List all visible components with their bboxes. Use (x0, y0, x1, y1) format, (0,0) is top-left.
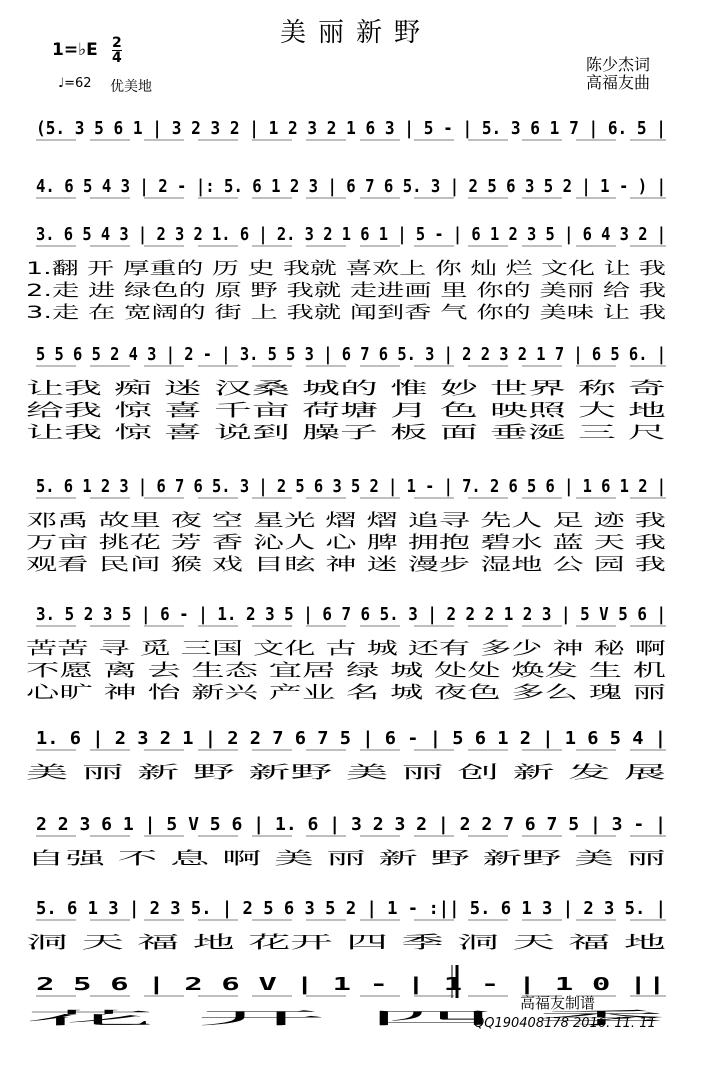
notation-line: 5. 6 1 3 | 2 3 5. | 2 5 6 3 5 2 | 1 - :|| 5. 6 1 3 | 2 3 5. | (36, 898, 666, 919)
lyric-line: 美 丽 新 野 新野 美 丽 创 新 发 展 (26, 763, 666, 783)
lyric-line: 自强 不 息 啊 美 丽 新 野 新野 美 丽 (26, 849, 666, 869)
lyric-line: 3.走 在 宽阔的 街 上 我就 闻到香 气 你的 美味 让 我 (26, 303, 666, 323)
notation-line: 3. 6 5 4 3 | 2 3 2 1. 6 | 2. 3 2 1 6 1 | 5 - | 6 1 2 3 5 | 6 4 3 2 | (36, 224, 666, 245)
lyricist-credit: 陈少杰词 (586, 55, 651, 74)
lyric-line: 让我 痴 迷 汉桑 城的 惟 妙 世界 称 奇 (26, 379, 666, 399)
notation-line: (5. 3 5 6 1 | 3 2 3 2 | 1 2 3 2 1 6 3 | 5 - | 5. 3 6 1 7 | 6. 5 | (36, 118, 666, 139)
notation-line: 4. 6 5 4 3 | 2 - |: 5. 6 1 2 3 | 6 7 6 5. 3 | 2 5 6 3 5 2 | 1 - ) | (36, 176, 666, 197)
notation-line: 5 5 6 5 2 4 3 | 2 - | 3. 5 5 3 | 6 7 6 5. 3 | 2 2 3 2 1 7 | 6 5 6. | (36, 344, 666, 365)
lyric-line: 花 开 四 季 (26, 1009, 666, 1029)
expression-mark: 优美地 (110, 79, 152, 95)
notation-line: 2 2 3 6 1 | 5 V 5 6 | 1. 6 | 3 2 3 2 | 2 2 7 6 7 5 | 3 - | (36, 814, 666, 835)
lyric-line: 1.翻 开 厚重的 历 史 我就 喜欢上 你 灿 烂 文化 让 我 (26, 259, 666, 279)
notation-line: 5. 6 1 2 3 | 6 7 6 5. 3 | 2 5 6 3 5 2 | 1 - | 7. 2 6 5 6 | 1 6 1 2 | (36, 476, 666, 497)
lyric-line: 邓禹 故里 夜 空 星光 熠 熠 追寻 先人 足 迹 我 (26, 511, 666, 531)
lyric-line: 万亩 挑花 芳 香 沁人 心 脾 拥抱 碧水 蓝 天 我 (26, 533, 375, 553)
tempo-mark: ♩=62 (58, 76, 92, 91)
lyric-line: 2.走 进 绿色的 原 野 我就 走进画 里 你的 美丽 给 我 (26, 281, 666, 301)
notation-line: 2 5 6 | 2 6 V | 1 - | 1 - | 1 0 || (36, 974, 666, 995)
key-signature: 1=♭E (52, 40, 98, 60)
lyric-line: 让我 惊 喜 说到 臊子 板 面 垂涎 三 尺 (26, 423, 666, 443)
composer-credit: 高福友曲 (586, 73, 651, 92)
contact-date: QQ190408178 2016. 11. 11 (474, 1016, 656, 1031)
lyric-line: 观看 民间 猴 戏 目眩 神 迷 漫步 湿地 公 园 我 (26, 555, 666, 575)
meter-top: 2 (112, 35, 122, 51)
lyric-line: 给我 惊 喜 千亩 荷塘 月 色 映照 大 地 (26, 401, 666, 421)
page-title: 美丽新野 (279, 18, 432, 48)
lyric-line: 心旷 神 怡 新兴 产业 名 城 夜色 多么 瑰 丽 (26, 683, 666, 703)
lyric-line: 苦苦 寻 觅 三国 文化 古 城 还有 多少 神 秘 啊 (26, 639, 666, 659)
notation-line: 3. 5 2 3 5 | 6 - | 1. 2 3 5 | 6 7 6 5. 3 | 2 2 2 1 2 3 | 5 V 5 6 | (36, 604, 666, 625)
notation-line: 1. 6 | 2 3 2 1 | 2 2 7 6 7 5 | 6 - | 5 6 1 2 | 1 6 5 4 | (36, 728, 666, 749)
lyric-line: 洞 天 福 地 花开 四 季 洞 天 福 地 (26, 933, 666, 953)
transcriber-credit: 高福友制谱 (520, 994, 596, 1012)
lyric-line: 不愿 离 去 生态 宜居 绿 城 处处 焕发 生 机 (26, 661, 666, 681)
meter-bottom: 4 (112, 50, 122, 66)
